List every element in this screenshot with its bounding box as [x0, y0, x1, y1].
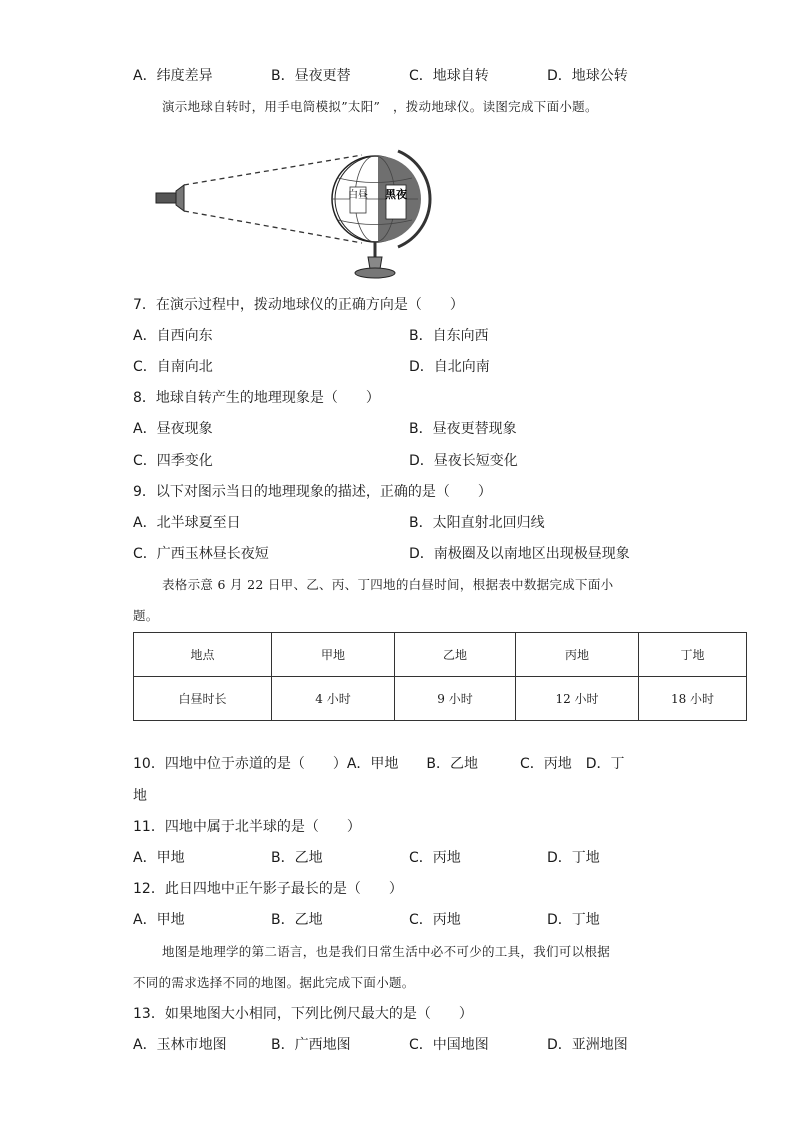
table-cell: 4 小时 — [272, 677, 395, 721]
q8-option-d: D．昼夜长短变化 — [409, 453, 518, 469]
flashlight-icon — [156, 185, 184, 211]
q13-option-c: C．中国地图 — [409, 1037, 489, 1053]
q13-option-b: B．广西地图 — [271, 1037, 351, 1053]
q6-option-b: B．昼夜更替 — [271, 68, 351, 84]
q12-option-b: B．乙地 — [271, 912, 323, 928]
q13-stem: 13．如果地图大小相同，下列比例尺最大的是（ ） — [133, 1006, 473, 1022]
day-label-1: 白昼 — [348, 190, 368, 201]
globe — [332, 151, 430, 247]
q9-option-a: A．北半球夏至日 — [133, 515, 241, 531]
table-cell: 18 小时 — [639, 677, 747, 721]
table-row — [134, 677, 747, 721]
q12-option-d: D．丁地 — [547, 912, 600, 928]
night-label: 黑夜 — [385, 188, 407, 201]
q11-option-b: B．乙地 — [271, 850, 323, 866]
q7-option-d: D．自北向南 — [409, 359, 490, 375]
intro-table-line2: 题。 — [133, 608, 159, 623]
q7-option-b: B．自东向西 — [409, 328, 489, 344]
q10-line2: 地 — [133, 788, 147, 804]
q13-option-d: D．亚洲地图 — [547, 1037, 628, 1053]
table-header-cell: 地点 — [134, 633, 272, 677]
intro-table-line1: 表格示意 6 月 22 日甲、乙、丙、丁四地的白昼时间，根据表中数据完成下面小 — [162, 577, 614, 592]
q8-stem: 8．地球自转产生的地理现象是（ ） — [133, 390, 380, 406]
globe-stand — [355, 242, 395, 278]
table-cell: 9 小时 — [395, 677, 516, 721]
q12-option-c: C．丙地 — [409, 912, 461, 928]
daylight-table — [133, 632, 747, 721]
table-cell: 12 小时 — [516, 677, 639, 721]
q11-option-a: A．甲地 — [133, 850, 185, 866]
q7-option-c: C．自南向北 — [133, 359, 213, 375]
table-header-row — [134, 633, 747, 677]
q9-option-b: B．太阳直射北回归线 — [409, 515, 545, 531]
q10-line1: 10．四地中位于赤道的是（ ）A．甲地 B．乙地 C．丙地 D．丁 — [133, 756, 625, 772]
intro-map-line2: 不同的需求选择不同的地图。据此完成下面小题。 — [133, 975, 415, 990]
q13-option-a: A．玉林市地图 — [133, 1037, 227, 1053]
q8-option-b: B．昼夜更替现象 — [409, 421, 517, 437]
q8-option-c: C．四季变化 — [133, 453, 213, 469]
q9-stem: 9．以下对图示当日的地理现象的描述，正确的是（ ） — [133, 484, 492, 500]
table-header-cell: 甲地 — [272, 633, 395, 677]
q6-option-d: D．地球公转 — [547, 68, 628, 84]
q11-option-c: C．丙地 — [409, 850, 461, 866]
q8-option-a: A．昼夜现象 — [133, 421, 213, 437]
table-header-cell: 丁地 — [639, 633, 747, 677]
q9-option-c: C．广西玉林昼长夜短 — [133, 546, 269, 562]
globe-flashlight-figure — [150, 145, 440, 283]
q11-stem: 11．四地中属于北半球的是（ ） — [133, 819, 361, 835]
q12-stem: 12．此日四地中正午影子最长的是（ ） — [133, 881, 403, 897]
table-cell: 白昼时长 — [134, 677, 272, 721]
intro-globe: 演示地球自转时，用手电筒模拟”太阳” ，拨动地球仪。读图完成下面小题。 — [162, 99, 598, 114]
q11-option-d: D．丁地 — [547, 850, 600, 866]
q12-option-a: A．甲地 — [133, 912, 185, 928]
q7-stem: 7．在演示过程中，拨动地球仪的正确方向是（ ） — [133, 297, 464, 313]
q6-option-c: C．地球自转 — [409, 68, 489, 84]
q9-option-d: D．南极圈及以南地区出现极昼现象 — [409, 546, 630, 562]
intro-map-line1: 地图是地理学的第二语言，也是我们日常生活中必不可少的工具，我们可以根据 — [162, 944, 611, 959]
q7-option-a: A．自西向东 — [133, 328, 213, 344]
q6-option-a: A．纬度差异 — [133, 68, 213, 84]
table-header-cell: 乙地 — [395, 633, 516, 677]
table-header-cell: 丙地 — [516, 633, 639, 677]
